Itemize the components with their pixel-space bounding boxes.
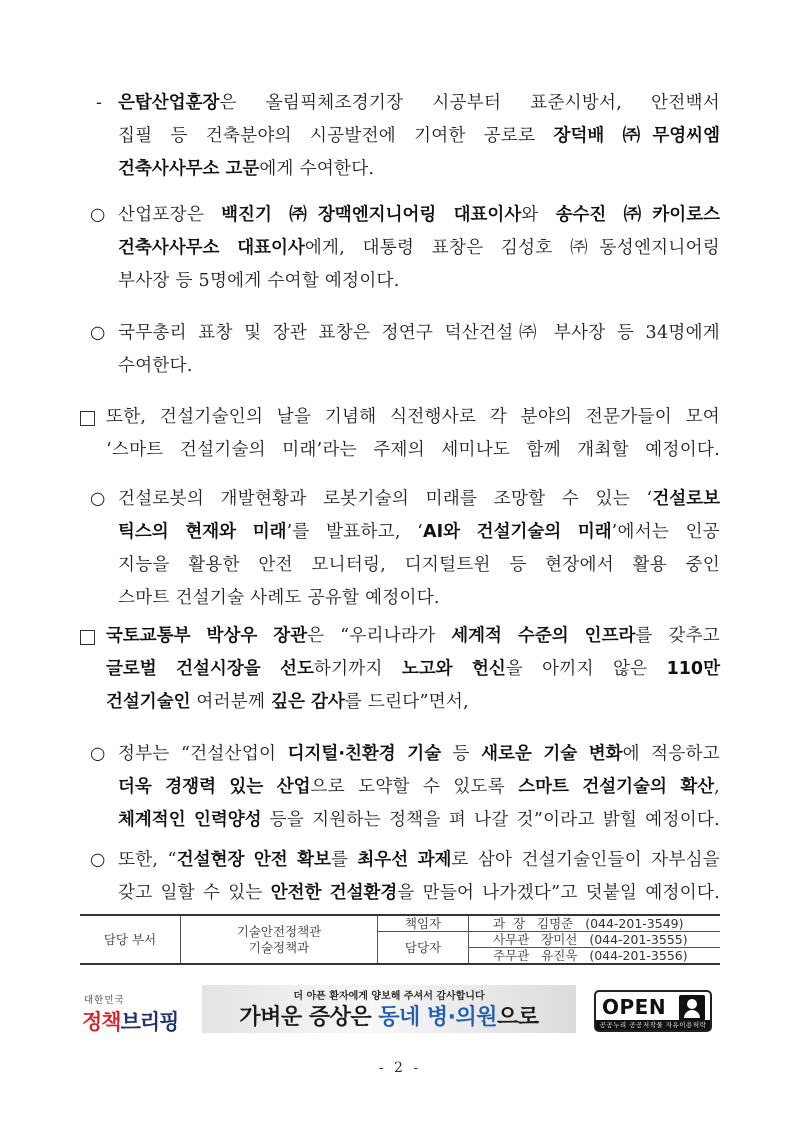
text-line: 국무총리 표창 및 장관 표창은 정연구 덕산건설㈜ 부사장 등 34명에게 bbox=[118, 323, 720, 343]
text-line: 스마트 건설기술 사례도 공유할 예정이다. bbox=[118, 588, 440, 608]
circle-bullet: ○ bbox=[90, 323, 106, 343]
circle-bullet: ○ bbox=[90, 205, 106, 225]
text-line: 은탑산업훈장은 올림픽체조경기장 시공부터 표준시방서, 안전백서 bbox=[118, 93, 720, 113]
contact-entry: 사무관 장미선 (044-201-3555) bbox=[469, 932, 721, 948]
text-line: 틱스의 현재와 미래’를 발표하고, ‘AI와 건설기술의 미래’에서는 인공 bbox=[118, 522, 720, 542]
text-line: 갖고 일할 수 있는 안전한 건설환경을 만들어 나가겠다”고 덧붙일 예정이다. bbox=[118, 883, 720, 903]
circle-bullet: ○ bbox=[90, 744, 106, 764]
circle-bullet: ○ bbox=[90, 489, 106, 509]
page-number: - 2 - bbox=[378, 1060, 422, 1076]
contact-table bbox=[80, 914, 720, 965]
public-campaign-banner[interactable] bbox=[202, 985, 576, 1033]
text-line: 건축사사무소 대표이사에게, 대통령 표창은 김성호 ㈜동성엔지니어링 bbox=[118, 238, 720, 258]
attribution-icon bbox=[679, 995, 705, 1021]
text-line: 체계적인 인력양성 등을 지원하는 정책을 펴 나갈 것”이라고 밝힐 예정이다. bbox=[118, 810, 720, 830]
square-bullet-icon bbox=[80, 630, 95, 645]
text-line: 산업포장은 백진기 ㈜장맥엔지니어링 대표이사와 송수진 ㈜카이로스 bbox=[118, 205, 721, 225]
chief-label: 책임자 bbox=[378, 915, 469, 932]
text-line: 부사장 등 5명에게 수여할 예정이다. bbox=[118, 271, 400, 291]
text-line: 건설기술인 여러분께 깊은 감사를 드린다”면서, bbox=[106, 692, 469, 712]
circle-bullet: ○ bbox=[90, 850, 106, 870]
banner-headline: 가벼운 증상은 동네 병·의원으로 bbox=[239, 1005, 539, 1030]
policy-briefing-logo: 대한민국 정책브리핑 bbox=[82, 995, 179, 1034]
text-line: 또한, 건설기술인의 날을 기념해 식전행사로 각 분야의 전문가들이 모여 bbox=[106, 407, 720, 427]
contact-entry: 과 장 김명준 (044-201-3549) bbox=[469, 915, 721, 932]
contact-entry: 주무관 유진욱 (044-201-3556) bbox=[469, 948, 721, 965]
text-line: 지능을 활용한 안전 모니터링, 디지털트윈 등 현장에서 활용 중인 bbox=[118, 555, 720, 575]
text-line: 국토교통부 박상우 장관은 “우리나라가 세계적 수준의 인프라를 갖추고 bbox=[106, 626, 721, 646]
staff-label: 담당자 bbox=[378, 932, 469, 965]
text-line: 건축사사무소 고문에게 수여한다. bbox=[118, 159, 375, 179]
text-line: 수여한다. bbox=[118, 356, 193, 376]
text-line: 더욱 경쟁력 있는 산업으로 도약할 수 있도록 스마트 건설기술의 확산, bbox=[118, 777, 720, 797]
text-line: 또한, “건설현장 안전 확보를 최우선 과제로 삼아 건설기술인들이 자부심을 bbox=[118, 850, 720, 870]
dept-label: 담당 부서 bbox=[80, 915, 181, 964]
banner-subtitle: 더 아픈 환자에게 양보해 주셔서 감사합니다 bbox=[293, 991, 485, 1002]
text-line: 글로벌 건설시장을 선도하기까지 노고와 헌신을 아끼지 않은 110만 bbox=[106, 659, 720, 679]
text-line: 건설로봇의 개발현황과 로봇기술의 미래를 조망할 수 있는 ‘건설로보 bbox=[118, 489, 720, 509]
text-line: 집필 등 건축분야의 시공발전에 기여한 공로로 장덕배 ㈜무영씨엠 bbox=[118, 126, 720, 146]
text-line: ‘스마트 건설기술의 미래’라는 주제의 세미나도 함께 개최할 예정이다. bbox=[106, 440, 720, 460]
dash-marker: - bbox=[96, 93, 103, 113]
table-row bbox=[80, 915, 720, 932]
open-license-badge: OPEN 공공누리 공공저작물 자유이용허락 bbox=[594, 990, 712, 1032]
office-cell: 기술안전정책관 기술정책과 bbox=[181, 915, 378, 964]
square-bullet-icon bbox=[80, 411, 95, 426]
text-line: 정부는 “건설산업이 디지털·친환경 기술 등 새로운 기술 변화에 적응하고 bbox=[118, 744, 720, 764]
